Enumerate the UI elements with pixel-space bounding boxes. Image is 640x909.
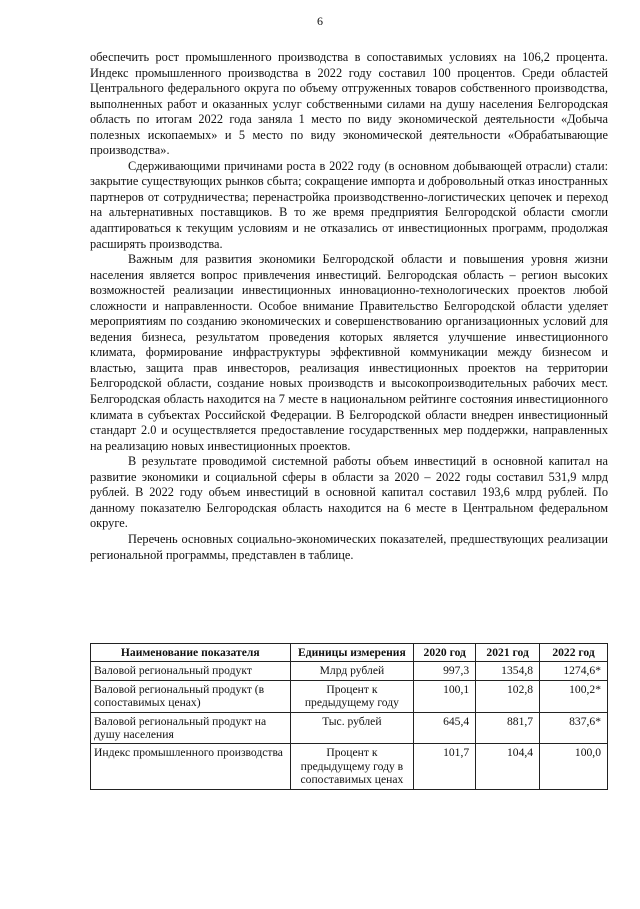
cell-value: 837,6* — [540, 712, 608, 744]
header-year-2021: 2021 год — [476, 644, 540, 662]
header-year-2020: 2020 год — [414, 644, 476, 662]
cell-value: 100,0 — [540, 744, 608, 789]
cell-indicator: Валовой региональный продукт на душу населения — [91, 712, 291, 744]
table-row — [91, 744, 608, 789]
header-indicator: Наименование показателя — [91, 644, 291, 662]
table-header-row — [91, 644, 608, 662]
cell-unit: Процент к предыдущему году — [290, 680, 414, 712]
cell-indicator: Индекс промышленного производства — [91, 744, 291, 789]
table-row — [91, 680, 608, 712]
cell-unit: Млрд рублей — [290, 662, 414, 680]
body-text — [90, 50, 608, 563]
page-number: 6 — [317, 14, 323, 28]
table-row — [91, 712, 608, 744]
cell-indicator: Валовой региональный продукт (в сопоставимых ценах) — [91, 680, 291, 712]
cell-value: 1354,8 — [476, 662, 540, 680]
cell-value: 645,4 — [414, 712, 476, 744]
cell-value: 100,2* — [540, 680, 608, 712]
paragraph: Перечень основных социально-экономических показателей, предшествующих реализации региональной программы, представлен в таблице. — [90, 531, 608, 562]
paragraph: обеспечить рост промышленного производства в сопоставимых условиях на 106,2 процента. Индекс промышленного производства в 2022 году составил 100 процентов. Среди областей Центрального федерального округа по объему отгруженных товаров собственного производства, выполненных работ и оказанных услуг собственными силами на душу населения Белгородская область по итогам 2022 года заняла 1 место по виду экономической деятельности «Добыча полезных ископаемых» и 5 место по виду экономической деятельности «Обрабатывающие производства». — [90, 50, 608, 158]
cell-value: 101,7 — [414, 744, 476, 789]
cell-value: 100,1 — [414, 680, 476, 712]
cell-value: 997,3 — [414, 662, 476, 680]
paragraph: Важным для развития экономики Белгородской области и повышения уровня жизни населения является вопрос привлечения инвестиций. Белгородская область – регион высоких возможностей реализации инвестиционных инновационно-технологических проектов любой сложности и направленности. Особое внимание Правительство Белгородской области уделяет мероприятиям по созданию экономических и совершенствованию организационных условий для ведения бизнеса, результатом проведения которых является улучшение инвестиционного климата, формирование инфраструктуры эффективной коммуникации между бизнесом и властью, защита прав инвесторов, реализация инвестиционных проектов на территории Белгородской области, создание новых производств и высокопроизводительных рабочих мест. Белгородская область находится на 7 месте в национальном рейтинге состояния инвестиционного климата в субъектах Российской Федерации. В Белгородской области внедрен инвестиционный стандарт 2.0 и осуществляется предоставление государственных мер поддержки, направленных на реализацию новых инвестиционных проектов. — [90, 252, 608, 453]
table-row — [91, 662, 608, 680]
paragraph: Сдерживающими причинами роста в 2022 году (в основном добывающей отрасли) стали: закрытие существующих рынков сбыта; сокращение импорта и добровольный отказ иностранных партнеров от сотрудничества; перенастройка производственно-логистических цепочек и переход на альтернативных поставщиков. В то же время предприятия Белгородской области смогли адаптироваться к текущим условиям и не отказались от инвестиционных программ, продолжая расширять производства. — [90, 158, 608, 251]
cell-indicator: Валовой региональный продукт — [91, 662, 291, 680]
header-year-2022: 2022 год — [540, 644, 608, 662]
header-unit: Единицы измерения — [290, 644, 414, 662]
cell-unit: Процент к предыдущему году в сопоставимых ценах — [290, 744, 414, 789]
cell-value: 102,8 — [476, 680, 540, 712]
cell-unit: Тыс. рублей — [290, 712, 414, 744]
cell-value: 881,7 — [476, 712, 540, 744]
indicators-table — [90, 643, 608, 790]
paragraph: В результате проводимой системной работы объем инвестиций в основной капитал на развитие экономики и социальной сферы в области за 2020 – 2022 годы составил 531,9 млрд рублей. В 2022 году объем инвестиций в основной капитал составил 193,6 млрд рублей. По данному показателю Белгородская область находится на 6 месте в Центральном федеральном округе. — [90, 454, 608, 531]
cell-value: 1274,6* — [540, 662, 608, 680]
cell-value: 104,4 — [476, 744, 540, 789]
